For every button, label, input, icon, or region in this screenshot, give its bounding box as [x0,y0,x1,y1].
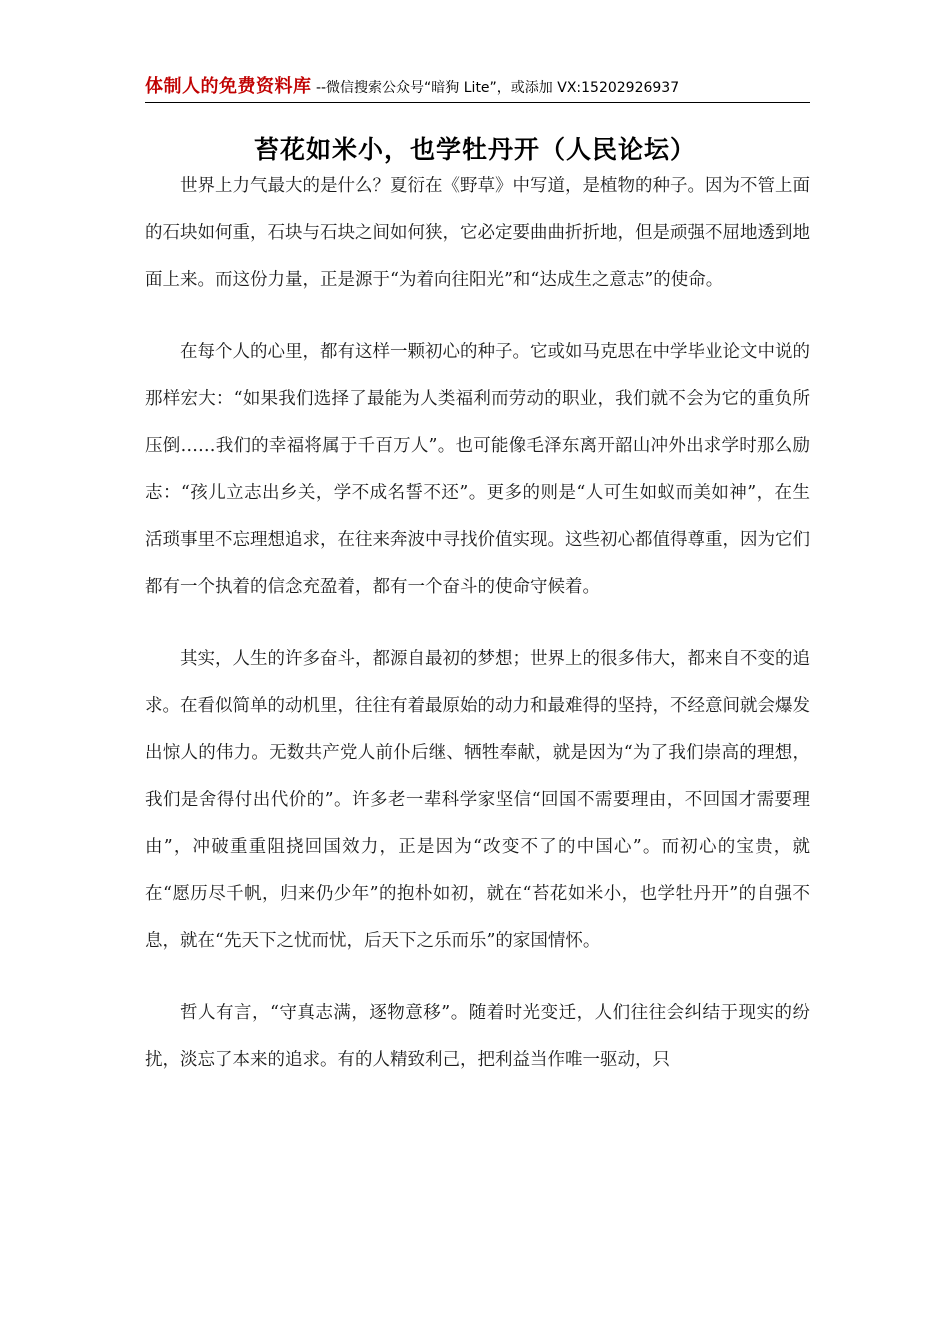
paragraph: 在每个人的心里，都有这样一颗初心的种子。它或如马克思在中学毕业论文中说的那样宏大：“如果我们选择了最能为人类福利而劳动的职业，我们就不会为它的重负所压倒……我们的幸福将属于千百万人”。也可能像毛泽东离开韶山冲外出求学时那么励志：“孩儿立志出乡关，学不成名誓不还”。更多的则是“人可生如蚁而美如神”，在生活琐事里不忘理想追求，在往来奔波中寻找价值实现。这些初心都值得尊重，因为它们都有一个执着的信念充盈着，都有一个奋斗的使命守候着。 [145,342,810,597]
article-body [145,163,810,1109]
article-title: 苔花如米小，也学牡丹开（人民论坛） [253,135,696,164]
page-header [145,72,810,103]
paragraph: 世界上力气最大的是什么？夏衍在《野草》中写道，是植物的种子。因为不管上面的石块如何重，石块与石块之间如何狭，它必定要曲曲折折地，但是顽强不屈地透到地面上来。而这份力量，正是源于“为着向往阳光”和“达成生之意志”的使命。 [145,176,810,290]
paragraph: 其实，人生的许多奋斗，都源自最初的梦想；世界上的很多伟大，都来自不变的追求。在看似简单的动机里，往往有着最原始的动力和最难得的坚持，不经意间就会爆发出惊人的伟力。无数共产党人前仆后继、牺牲奉献，就是因为“为了我们崇高的理想，我们是舍得付出代价的”。许多老一辈科学家坚信“回国不需要理由，不回国才需要理由”，冲破重重阻挠回国效力，正是因为“改变不了的中国心”。而初心的宝贵，就在“愿历尽千帆，归来仍少年”的抱朴如初，就在“苔花如米小，也学牡丹开”的自强不息，就在“先天下之忧而忧，后天下之乐而乐”的家国情怀。 [145,649,810,951]
header-brand: 体制人的免费资料库 [145,76,312,97]
paragraph: 哲人有言，“守真志满，逐物意移”。随着时光变迁，人们往往会纠结于现实的纷扰，淡忘了本来的追求。有的人精致利己，把利益当作唯一驱动，只 [145,1003,810,1070]
header-contact-note: --微信搜索公众号“暗狗 Lite”，或添加 VX:15202926937 [311,80,680,96]
